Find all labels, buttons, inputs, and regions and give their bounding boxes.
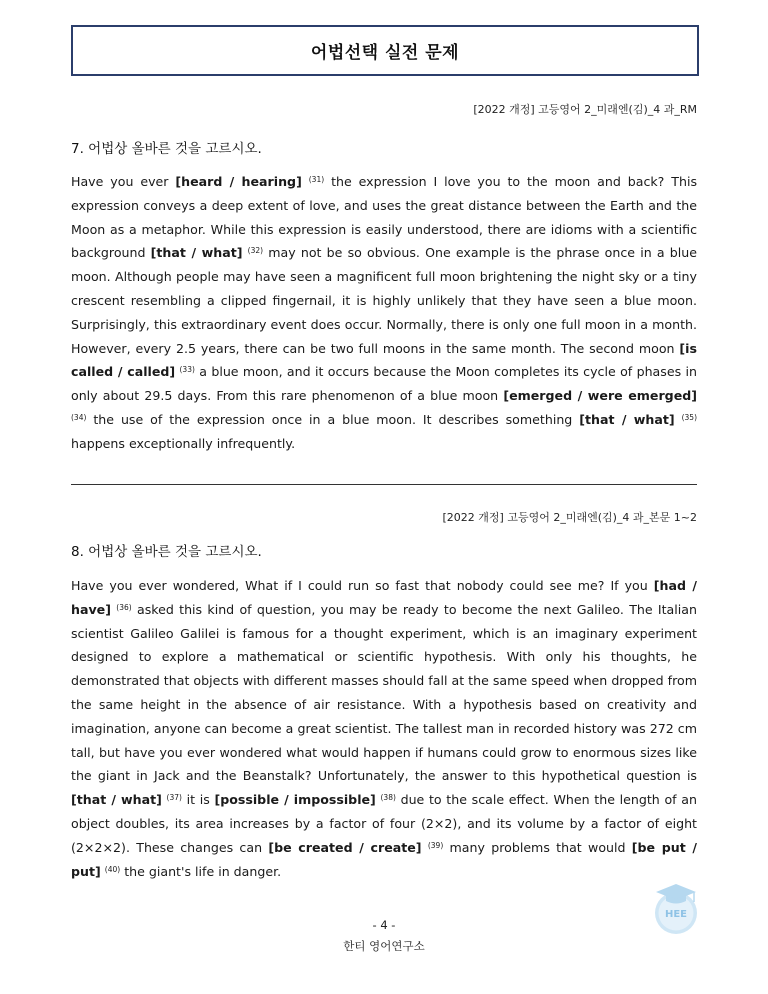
q7-choice-35: [that / what]	[579, 411, 675, 427]
q8-blank-number: (40)	[104, 864, 121, 874]
q7-blank-number: (35)	[681, 412, 697, 422]
q8-choice-37: [that / what]	[71, 792, 162, 808]
q7-choice-31: [heard / hearing]	[175, 174, 302, 189]
q8-text: Have you ever wondered, What if I could run so fast that nobody could see me? If you	[71, 578, 654, 593]
q8-heading: 8. 어법상 올바른 것을 고르시오.	[71, 544, 262, 560]
worksheet-title: 어법선택 실전 문제	[310, 43, 460, 63]
worksheet-title-box	[71, 25, 699, 76]
q7-text: Have you ever	[71, 174, 176, 189]
q7-choice-32: [that / what]	[150, 245, 243, 261]
q8-source: [2022 개정] 고등영어 2_미래엔(김)_4 과_본문 1~2	[442, 511, 697, 524]
hee-logo-text: HEE	[664, 909, 688, 920]
q7-text: may not be so obvious. One example is the phrase once in a blue moon. Although people may have seen a magnificent full moon brightening the night sky or a tiny crescent resembling a clipped fingernail, it is highly unlikely that they have seen a blue moon. Surprisingly, this extraordinary event does occur. Normally, there is only one full moon in a month. However, every 2.5 years, there can be two full moons in the same month. The second moon	[71, 245, 697, 356]
q8-blank-number: (36)	[116, 602, 132, 612]
q7-text: happens exceptionally infrequently.	[71, 435, 296, 451]
q7-text: the use of the expression once in a blue moon. It describes something	[86, 411, 580, 427]
q8-passage	[71, 574, 697, 883]
q7-blank-number: (33)	[179, 365, 195, 375]
q7-blank-number: (32)	[247, 246, 264, 256]
q7-source: [2022 개정] 고등영어 2_미래엔(김)_4 과_RM	[473, 103, 697, 116]
q8-choice-36: [had / have]	[71, 578, 697, 617]
q8-blank-number: (39)	[427, 840, 444, 850]
q8-choice-39: [be created / create]	[268, 839, 422, 855]
q7-blank-number: (34)	[71, 412, 87, 422]
q8-text: it is	[181, 792, 215, 808]
q7-choice-33: [is called / called]	[71, 340, 697, 380]
q8-choice-40: [be put / put]	[71, 839, 698, 879]
q8-choice-38: [possible / impossible]	[214, 792, 376, 808]
hee-logo	[651, 880, 701, 936]
footer-org: 한티 영어연구소	[343, 939, 425, 953]
q8-text: the giant's life in danger.	[120, 863, 282, 879]
q8-text: asked this kind of question, you may be ready to become the next Galileo. The Italian scientist Galileo Galilei is famous for a thought experiment, which is an imaginary experiment designed to explore a mathematical or scientific hypothesis. With only his thoughts, he demonstrated that objects with different masses should fall at the same speed when dropped from the same height in the absence of air resistance. With a hypothesis based on creativity and imagination, anyone can become a great scientist. The tallest man in recorded history was 272 cm tall, but have you ever wondered what would happen if humans could grow to enormous sizes like the giant in Jack and the Beanstalk? Unfortunately, the answer to this hypothetical question is	[71, 601, 697, 784]
q8-text: due to the scale effect. When the length of an object doubles, its area increases by a factor of four (2×2), and its volume by a factor of eight (2×2×2). These changes can	[71, 792, 697, 855]
q7-text: the expression I love you to the moon and back? This expression conveys a deep extent of love, and uses the great distance between the Earth and the Moon as a metaphor. While this expression is easily understood, there are idioms with a scientific background	[71, 174, 698, 261]
q7-heading: 7. 어법상 올바른 것을 고르시오.	[71, 141, 262, 157]
page-number: - 4 -	[372, 918, 396, 932]
q7-blank-number: (31)	[308, 175, 325, 184]
q8-blank-number: (37)	[166, 793, 182, 803]
q8-blank-number: (38)	[380, 793, 396, 803]
section-divider	[71, 484, 697, 485]
q7-passage	[71, 170, 697, 456]
q7-choice-34: [emerged / were emerged]	[503, 388, 698, 404]
q8-text: many problems that would	[443, 839, 632, 855]
q7-text: a blue moon, and it occurs because the Moon completes its cycle of phases in only about 29.5 days. From this rare phenomenon of a blue moon	[71, 364, 697, 404]
